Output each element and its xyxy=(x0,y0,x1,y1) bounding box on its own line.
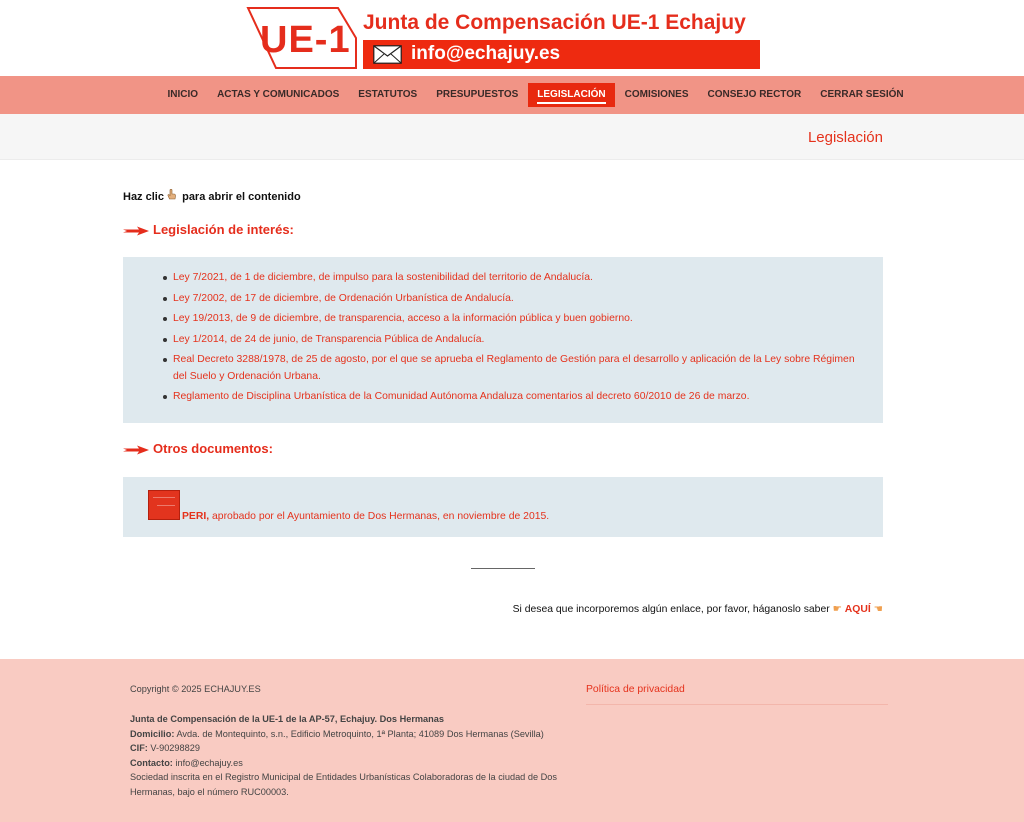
nav-item-label: INICIO xyxy=(167,89,199,100)
nav-item-6[interactable] xyxy=(698,83,811,107)
site-footer xyxy=(0,659,1024,822)
section-heading-otros xyxy=(123,441,273,456)
footer-info xyxy=(130,712,570,799)
domicilio-label: Domicilio: xyxy=(130,728,175,739)
nav-item-7[interactable] xyxy=(811,83,913,107)
page-title: Legislación xyxy=(807,129,883,146)
list-item[interactable]: Reglamento de Disciplina Urbanística de la Comunidad Autónoma Andaluza comentarios al decreto 60/2010 de 26 de marzo. xyxy=(163,389,863,406)
arrow-right-icon xyxy=(123,226,149,236)
logo[interactable] xyxy=(246,7,358,69)
nav-list xyxy=(158,83,913,107)
nav-item-1[interactable] xyxy=(208,83,349,107)
divider xyxy=(471,568,535,569)
nav-item-label: CERRAR SESIÓN xyxy=(820,89,904,100)
copyright: Copyright © 2025 ECHAJUY.ES xyxy=(130,684,261,694)
site-header xyxy=(0,0,1024,76)
list-item[interactable]: Ley 19/2013, de 9 de diciembre, de transparencia, acceso a la información pública y buen gobierno. xyxy=(163,311,863,328)
cif-value: V-90298829 xyxy=(147,743,200,753)
peri-link-text: aprobado por el Ayuntamiento de Dos Hermanas, en noviembre de 2015. xyxy=(209,511,550,522)
cif-label: CIF: xyxy=(130,743,148,753)
otros-box xyxy=(123,477,883,537)
aqui-link[interactable]: AQUÍ xyxy=(844,604,871,615)
nav-item-5[interactable] xyxy=(615,83,698,107)
nav-item-label: CONSEJO RECTOR xyxy=(707,89,802,100)
list-item[interactable]: Ley 7/2002, de 17 de diciembre, de Ordenación Urbanística de Andalucía. xyxy=(163,291,863,308)
nav-item-label: ESTATUTOS xyxy=(358,89,418,100)
pointing-hand-left-icon: ☚ xyxy=(873,604,883,615)
pointing-hand-right-icon: ☛ xyxy=(832,604,842,615)
nav-item-3[interactable] xyxy=(427,83,528,107)
main-nav xyxy=(0,76,1024,114)
privacy-policy-link[interactable]: Política de privacidad xyxy=(586,684,888,705)
email-banner[interactable] xyxy=(363,40,760,69)
pointing-hand-icon xyxy=(167,189,179,203)
section-heading-legislacion xyxy=(123,222,294,237)
peri-link[interactable] xyxy=(182,511,549,522)
nav-item-label: COMISIONES xyxy=(624,89,689,100)
contacto-label: Contacto: xyxy=(130,757,173,768)
org-name: Junta de Compensación de la UE-1 de la AP-57, Echajuy. Dos Hermanas xyxy=(130,714,445,724)
list-item[interactable]: Real Decreto 3288/1978, de 25 de agosto, por el que se aprueba el Reglamento de Gestión para el desarrollo y aplicación de la Ley sobre Régimen del Suelo y Ordenación Urbana. xyxy=(163,352,863,385)
section-heading-text: Legislación de interés: xyxy=(153,222,294,237)
email-address: info@echajuy.es xyxy=(411,43,561,64)
page-title-band xyxy=(0,114,1024,160)
arrow-right-icon xyxy=(123,445,149,455)
hint-before: Haz clic xyxy=(123,191,164,203)
contacto-value: info@echajuy.es xyxy=(172,757,243,768)
hint-after: para abrir el contenido xyxy=(182,191,301,203)
peri-link-bold: PERI, xyxy=(182,511,210,522)
list-item[interactable]: Ley 1/2014, de 24 de junio, de Transparencia Pública de Andalucía. xyxy=(163,332,863,349)
hint-text xyxy=(123,189,301,203)
nav-item-0[interactable] xyxy=(158,83,208,107)
legislacion-box xyxy=(123,257,883,423)
document-thumbnail-icon[interactable] xyxy=(148,490,180,520)
legislacion-list xyxy=(163,270,863,410)
domicilio-value: Avda. de Montequinto, s.n., Edificio Metroquinto, 1ª Planta; 41089 Dos Hermanas (Sevilla) xyxy=(174,728,544,739)
section-heading-text: Otros documentos: xyxy=(153,441,273,456)
suggest-link-line xyxy=(513,603,883,615)
nav-item-label: LEGISLACIÓN xyxy=(537,89,605,104)
list-item[interactable]: Ley 7/2021, de 1 de diciembre, de impulso para la sostenibilidad del territorio de Andalucía. xyxy=(163,270,863,287)
nav-item-label: ACTAS Y COMUNICADOS xyxy=(217,89,340,100)
nav-item-2[interactable] xyxy=(349,83,427,107)
nav-item-label: PRESUPUESTOS xyxy=(436,89,519,100)
site-title[interactable]: Junta de Compensación UE-1 Echajuy xyxy=(363,11,746,34)
envelope-icon xyxy=(373,45,402,64)
registry-text: Sociedad inscrita en el Registro Municipal de Entidades Urbanísticas Colaboradoras de la ciudad de Dos Hermanas, bajo el número RUC00003. xyxy=(130,772,557,797)
suggest-text: Si desea que incorporemos algún enlace, por favor, háganoslo saber xyxy=(512,604,830,615)
nav-item-4[interactable] xyxy=(528,83,615,107)
logo-mark: UE-1 xyxy=(260,19,351,61)
